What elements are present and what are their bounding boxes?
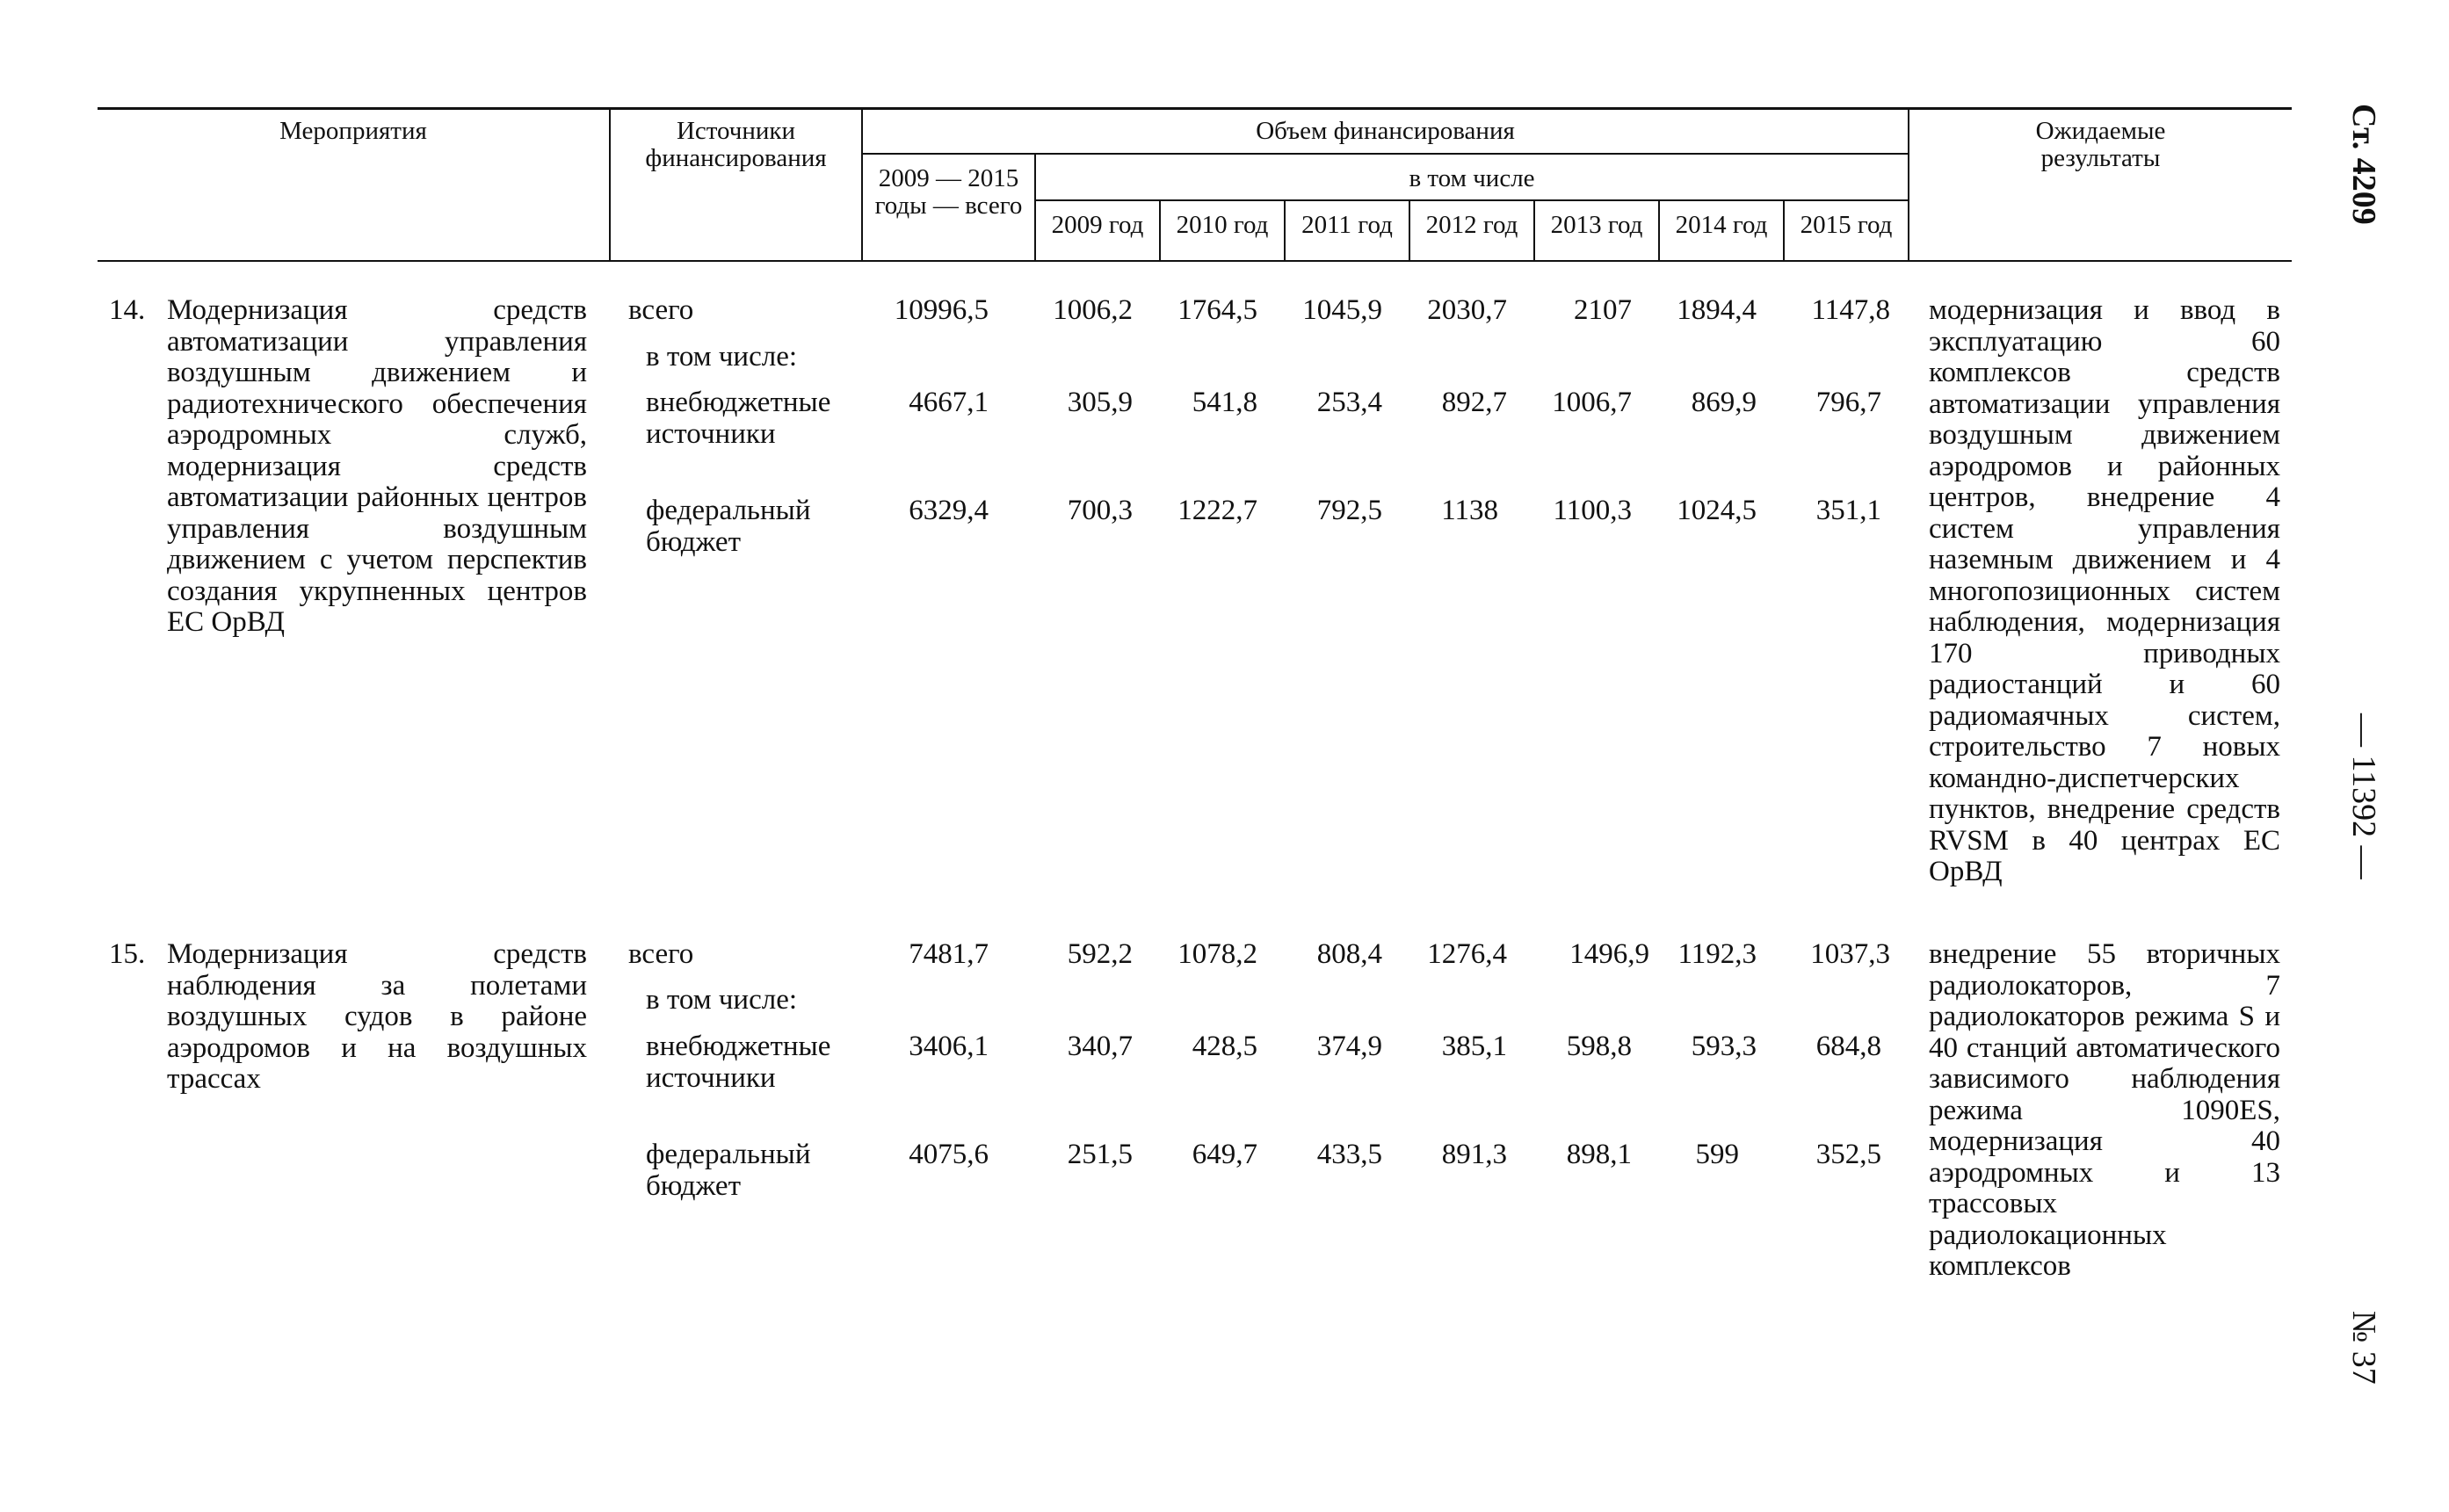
value-2011: 253,4 <box>1316 387 1382 418</box>
header-year-2009: 2009 год <box>1051 211 1144 239</box>
value-2009: 305,9 <box>1067 387 1133 418</box>
value-2015: 1037,3 <box>1810 938 1890 970</box>
value-2014: 869,9 <box>1691 387 1757 418</box>
source-federal: федеральный бюджет <box>646 1139 811 1202</box>
row-number: 15. <box>109 938 146 970</box>
header-divider <box>609 108 611 261</box>
source-including: в том числе: <box>646 984 798 1016</box>
value-2015: 351,1 <box>1815 495 1881 526</box>
side-issue-number: № 37 <box>2345 1311 2382 1385</box>
header-year-2010: 2010 год <box>1176 211 1269 239</box>
value-2011: 374,9 <box>1316 1031 1382 1062</box>
value-2015: 352,5 <box>1815 1139 1881 1170</box>
value-2009: 340,7 <box>1067 1031 1133 1062</box>
side-page-number: — 11392 — <box>2345 713 2382 879</box>
header-measures: Мероприятия <box>279 117 427 145</box>
value-total: 6329,4 <box>909 495 989 526</box>
value-2013: 898,1 <box>1566 1139 1632 1170</box>
source-total: всего <box>628 938 694 970</box>
value-2014: 593,3 <box>1691 1031 1757 1062</box>
value-2010: 428,5 <box>1192 1031 1257 1062</box>
value-2013: 598,8 <box>1566 1031 1632 1062</box>
value-2012: 892,7 <box>1441 387 1507 418</box>
header-volume: Объем финансирования <box>1256 117 1515 145</box>
expected-result: внедрение 55 вторичных радиолокаторов, 7 радиолокаторов режима S и 40 станций автоматического зависимого наблюдения режима 1090ES, модернизация 40 аэродромных и 13 трассовых радиолокационных комплексов <box>1929 938 2280 1282</box>
value-2013: 1496,9 <box>1569 938 1649 970</box>
value-2010: 1764,5 <box>1177 294 1257 326</box>
value-2009: 251,5 <box>1067 1139 1133 1170</box>
measure-description: Модернизация средств наблюдения за полетами воздушных судов в районе аэродромов и на воздушных трассах <box>167 938 587 1095</box>
volume-subheader-rule <box>861 153 1908 155</box>
value-total: 4667,1 <box>909 387 989 418</box>
value-2012: 385,1 <box>1441 1031 1507 1062</box>
header-bottom-rule <box>98 260 2292 262</box>
value-total: 10996,5 <box>894 294 989 326</box>
value-2009: 592,2 <box>1067 938 1133 970</box>
value-2012: 1276,4 <box>1427 938 1507 970</box>
table-top-rule <box>98 107 2292 110</box>
value-2013: 2107 <box>1574 294 1632 326</box>
value-2013: 1100,3 <box>1553 495 1632 526</box>
value-2012: 2030,7 <box>1427 294 1507 326</box>
row-number: 14. <box>109 294 146 326</box>
measure-description: Модернизация средств автоматизации управления воздушным движением и радиотехнического обеспечения аэродромных служб, модернизация средств автоматизации районных центров управления воздушным движением с учетом перспектив создания укрупненных центров ЕС ОрВД <box>167 294 587 638</box>
value-2014: 1024,5 <box>1677 495 1757 526</box>
source-total: всего <box>628 294 694 326</box>
source-extrabudget: внебюджетные источники <box>646 387 831 450</box>
header-year-2012: 2012 год <box>1425 211 1518 239</box>
value-2011: 1045,9 <box>1302 294 1382 326</box>
header-including: в том числе <box>1409 164 1535 192</box>
value-total: 4075,6 <box>909 1139 989 1170</box>
value-2012: 1138 <box>1441 495 1498 526</box>
expected-result: модернизация и ввод в эксплуатацию 60 комплексов средств автоматизации управления воздушным движением аэродромов и районных центров, внедрение 4 систем управления наземным движением и 4 многопозиционных систем наблюдения, модернизация 170 приводных радиостанций и 60 радиомаячных систем, строительство 7 новых командно-диспетчерских пунктов, внедрение средств RVSM в 40 центрах ЕС ОрВД <box>1929 294 2280 887</box>
value-total: 7481,7 <box>909 938 989 970</box>
source-federal: федеральный бюджет <box>646 495 811 558</box>
value-2012: 891,3 <box>1441 1139 1507 1170</box>
value-2011: 433,5 <box>1316 1139 1382 1170</box>
value-2014: 1894,4 <box>1677 294 1757 326</box>
value-2010: 1078,2 <box>1177 938 1257 970</box>
value-2014: 1192,3 <box>1677 938 1757 970</box>
value-2014: 599 <box>1695 1139 1739 1170</box>
source-including: в том числе: <box>646 341 798 373</box>
value-2011: 808,4 <box>1316 938 1382 970</box>
value-total: 3406,1 <box>909 1031 989 1062</box>
value-2010: 541,8 <box>1192 387 1257 418</box>
value-2015: 684,8 <box>1815 1031 1881 1062</box>
header-total: 2009 — 2015 годы — всего <box>874 164 1023 220</box>
header-year-2013: 2013 год <box>1550 211 1643 239</box>
value-2013: 1006,7 <box>1552 387 1632 418</box>
value-2010: 1222,7 <box>1177 495 1257 526</box>
header-results: Ожидаемые результаты <box>2035 117 2166 172</box>
source-extrabudget: внебюджетные источники <box>646 1031 831 1094</box>
value-2011: 792,5 <box>1316 495 1382 526</box>
header-year-2011: 2011 год <box>1301 211 1393 239</box>
value-2010: 649,7 <box>1192 1139 1257 1170</box>
header-year-2014: 2014 год <box>1675 211 1768 239</box>
header-year-2015: 2015 год <box>1800 211 1893 239</box>
value-2009: 700,3 <box>1067 495 1133 526</box>
including-subheader-rule <box>1034 199 1908 201</box>
value-2015: 1147,8 <box>1811 294 1890 326</box>
value-2009: 1006,2 <box>1053 294 1133 326</box>
side-article-number: Ст. 4209 <box>2345 104 2382 225</box>
value-2015: 796,7 <box>1815 387 1881 418</box>
header-sources: Источники финансирования <box>645 117 827 172</box>
